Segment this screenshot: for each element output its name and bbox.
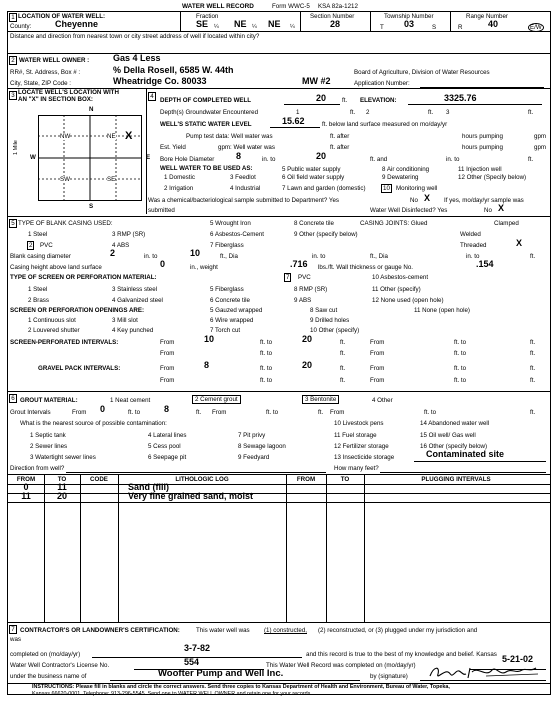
gw-2-unit: ft. (428, 109, 434, 116)
monitor-well-id[interactable]: MW #2 (302, 76, 331, 86)
gi-to-value[interactable]: 8 (164, 404, 170, 414)
direction-label: Direction from well? (10, 465, 65, 472)
yield-after-label: ft. after (330, 144, 350, 151)
city-label: City, State, ZIP Code : (10, 80, 71, 87)
casing-fiberglass[interactable]: 7 Fiberglass (210, 242, 244, 249)
log-row-2-from[interactable]: 11 (21, 491, 31, 501)
locate-label-1: LOCATE WELL'S LOCATION WITH (18, 89, 119, 96)
casing-rmp[interactable]: 3 RMP (SR) (112, 231, 146, 238)
owner-label: WATER WELL OWNER : (19, 57, 90, 64)
board-label: Board of Agriculture, Division of Water Resources (354, 69, 490, 76)
casing-pvc[interactable]: PVC (40, 242, 53, 249)
owner-value[interactable]: Gas 4 Less (113, 53, 161, 63)
opening-torch[interactable]: 7 Torch cut (210, 327, 241, 334)
chem-sample-label: Was a chemical/bacteriological sample submitted to Department? Yes (148, 197, 339, 204)
range-direction: E/W (530, 24, 542, 31)
screen-rmp[interactable]: 8 RMP (SR) (294, 286, 328, 293)
use-dewatering[interactable]: 9 Dewatering (382, 174, 419, 181)
address-value[interactable]: % Della Rosell, 6585 W. 44th (113, 65, 234, 75)
section-4-number: 4 (148, 92, 156, 101)
section-value[interactable]: 28 (330, 19, 341, 29)
gi-ft-3: ft. (530, 409, 536, 416)
distance-label: Distance and direction from nearest town or city street address of well if located within city? (10, 33, 260, 40)
spi-ft-2: ft. (530, 339, 536, 346)
chem-no-label: No (410, 197, 418, 204)
depth-unit: ft. (342, 97, 348, 104)
bore-value[interactable]: 8 (236, 151, 242, 161)
bore-ft-and: ft. and (370, 156, 388, 163)
gi-from-label: From (72, 409, 87, 416)
log-header-lithologic: LITHOLOGIC LOG (175, 476, 229, 483)
casing-pvc-number[interactable]: 2 (29, 242, 33, 249)
log-row-2-desc[interactable]: Very fine grained sand, moist (128, 491, 254, 501)
chem-no-mark[interactable]: X (424, 193, 431, 203)
range-prefix: R (458, 24, 463, 31)
contam-feedyard[interactable]: 9 Feedyard (238, 454, 270, 461)
contam-oilwell[interactable]: 15 Oil well/ Gas well (420, 432, 476, 439)
joints-label: CASING JOINTS: Glued (360, 220, 428, 227)
contam-label: What is the nearest source of possible contamination: (20, 420, 167, 427)
bore-to-value[interactable]: 20 (316, 151, 327, 161)
contam-lateral[interactable]: 4 Lateral lines (148, 432, 187, 439)
contam-septic[interactable]: 1 Septic tank (30, 432, 66, 439)
contam-fuel[interactable]: 11 Fuel storage (334, 432, 377, 439)
fraction-label: Fraction (196, 13, 219, 20)
casing-weight-value[interactable]: .716 (290, 259, 308, 269)
groundwater-label: Depth(s) Groundwater Encountered (160, 109, 259, 116)
pump-test-label: Pump test data: Well water was (186, 133, 273, 140)
screen-type-label: TYPE OF SCREEN OR PERFORATION MATERIAL: (10, 274, 157, 281)
elevation-label: ELEVATION: (360, 97, 397, 104)
quarter-1-unit: ¼ (214, 24, 219, 30)
cert-text: This water well was (196, 627, 250, 634)
section-number-label: Section Number (310, 13, 355, 20)
use-public[interactable]: 5 Public water supply (282, 166, 341, 173)
gp-ft-to-2: ft. to (454, 365, 467, 372)
completed-label: completed on (mo/day/yr) (10, 651, 81, 658)
log-header-plugging: PLUGGING INTERVALS (421, 476, 491, 483)
section-6-number: 6 (9, 394, 17, 403)
township-value[interactable]: 03 (404, 19, 415, 29)
use-air[interactable]: 8 Air conditioning (382, 166, 430, 173)
south-label: S (89, 203, 94, 210)
spi-ft-4: ft. (530, 350, 536, 357)
gi-from-label-2: From (212, 409, 227, 416)
spi-from-label-4: From (370, 350, 385, 357)
county-label: County: (10, 23, 32, 30)
section-3-number: 3 (9, 91, 17, 100)
static-suffix: ft. below land surface measured on mo/day/yr (322, 121, 448, 128)
blank-ft-3: ft. (530, 253, 536, 260)
gp-from-label-3: From (160, 377, 175, 384)
ksa-ref: KSA 82a-1212 (318, 3, 358, 10)
casing-height-label: Casing height above land surface (10, 264, 102, 271)
blank-in-to-3: in. to (466, 253, 480, 260)
gp-label: GRAVEL PACK INTERVALS: (38, 365, 121, 372)
se-label: SE (107, 176, 116, 183)
gw-1-number: 1 (296, 109, 300, 116)
opening-mill[interactable]: 3 Mill slot (112, 317, 138, 324)
openings-label: SCREEN OR PERFORATION OPENINGS ARE: (10, 307, 145, 314)
disinfected-no-mark[interactable]: X (498, 203, 505, 213)
gp-ft-to: ft. to (260, 365, 273, 372)
range-number-label: Range Number (466, 13, 508, 20)
casing-asbestos[interactable]: 6 Asbestos-Cement (210, 231, 264, 238)
use-other[interactable]: 12 Other (Specify below) (458, 174, 527, 181)
use-oilfield[interactable]: 6 Oil field water supply (282, 174, 345, 181)
gi-ft-to: ft. to (128, 409, 141, 416)
contam-other-value[interactable]: Contaminated site (426, 449, 505, 459)
blank-in-to-2: in. to (312, 253, 326, 260)
bore-in-to-2: in. to (446, 156, 460, 163)
opening-wire[interactable]: 6 Wire wrapped (210, 317, 254, 324)
casing-concrete[interactable]: 8 Concrete tile (294, 220, 334, 227)
gp-ft: ft. (340, 365, 346, 372)
contam-abandoned[interactable]: 14 Abandoned water well (420, 420, 490, 427)
business-value[interactable]: Woofter Pump and Well Inc. (158, 668, 284, 679)
record-date[interactable]: 5-21-02 (502, 654, 534, 664)
gi-from-label-3: From (330, 409, 345, 416)
pump-hours-label: hours pumping (462, 133, 503, 140)
nw-label: NW (60, 133, 71, 140)
quarter-3-unit: ¼ (290, 24, 295, 30)
instructions-line-1: INSTRUCTIONS: Please fill in blanks and circle the correct answers. Send three copies to Kansas Department of Health and Environment, Bureau of Water, Topeka, (32, 684, 450, 690)
yield-gpm-unit: gpm (534, 144, 547, 151)
submitted-label: submitted (148, 207, 175, 214)
use-domestic[interactable]: 1 Domestic (164, 174, 195, 181)
opening-gauzed[interactable]: 5 Gauzed wrapped (210, 307, 263, 314)
quarter-2-value[interactable]: NE (234, 19, 247, 29)
business-label: under the business name of (10, 673, 87, 680)
spi-ft-to-3: ft. to (260, 350, 273, 357)
disinfected-no-label: No (484, 207, 492, 214)
bore-ft-2: ft. (528, 156, 534, 163)
casing-steel[interactable]: 1 Steel (28, 231, 48, 238)
log-header-from: FROM (16, 476, 36, 483)
spi-ft-to-2: ft. to (454, 339, 467, 346)
quarter-3-value[interactable]: NE (268, 19, 281, 29)
blank-diameter-value[interactable]: 2 (110, 248, 116, 258)
log-row-1-to[interactable]: 11 (57, 482, 67, 492)
depth-value[interactable]: 20 (316, 93, 327, 103)
screen-stainless[interactable]: 3 Stainless steel (112, 286, 158, 293)
grout-intervals-label: Grout Intervals (10, 409, 51, 416)
gp-ft-to-3: ft. to (260, 377, 273, 384)
gi-ft-2: ft. (318, 409, 324, 416)
contam-sewer[interactable]: 2 Sewer lines (30, 443, 68, 450)
joints-threaded-mark[interactable]: X (516, 238, 523, 248)
record-label: This Water Well Record was completed on (mo/day/yr) (266, 662, 416, 669)
gp-ft-4: ft. (530, 377, 536, 384)
casing-other[interactable]: 9 Other (specify below) (294, 231, 358, 238)
use-monitoring[interactable]: Monitoring well (396, 185, 438, 192)
log-header-from-2: FROM (296, 476, 316, 483)
grout-bentonite[interactable]: 3 Bentonite (302, 395, 339, 404)
log-row-2-to[interactable]: 20 (56, 491, 67, 501)
use-industrial[interactable]: 4 Industrial (230, 185, 261, 192)
pump-after-label: ft. after (330, 133, 350, 140)
joints-threaded[interactable]: Threaded (460, 242, 487, 249)
log-row-1-desc[interactable]: Sand (fill) (128, 482, 169, 492)
bore-label: Bore Hole Diameter (160, 156, 215, 163)
mile-label: 1 Mile (13, 140, 19, 155)
joints-clamped[interactable]: Clamped (494, 220, 519, 227)
opening-drilled[interactable]: 9 Drilled holes (310, 317, 350, 324)
screen-galvanized[interactable]: 4 Galvanized steel (112, 297, 163, 304)
gp-ft-2: ft. (530, 365, 536, 372)
gi-ft-to-2: ft. to (266, 409, 279, 416)
gp-from-label: From (160, 365, 175, 372)
sw-label: SW (60, 176, 70, 183)
gi-ft: ft. (196, 409, 202, 416)
section-2-number: 2 (9, 56, 17, 65)
true-text: and this record is true to the best of my knowledge and belief. Kansas (306, 651, 497, 658)
quarter-2-unit: ¼ (252, 24, 257, 30)
log-header-code: CODE (90, 476, 108, 483)
joints-welded[interactable]: Welded (460, 231, 481, 238)
spi-to-value[interactable]: 20 (302, 334, 313, 344)
contam-other[interactable]: 16 Other (specify below) (420, 443, 488, 450)
cert-options: (2) reconstructed, or (3) plugged under my jurisdiction and (318, 627, 478, 634)
used-as-label: WELL WATER TO BE USED AS: (160, 165, 253, 172)
section-1-number: 1 (9, 13, 17, 22)
casing-abs[interactable]: 4 ABS (112, 242, 130, 249)
signature-image (426, 662, 546, 682)
gw-3-number: 3 (446, 109, 450, 116)
section-grid[interactable] (38, 115, 142, 201)
city-value[interactable]: Wheatridge Co. 80033 (113, 76, 207, 86)
static-value[interactable]: 15.62 (282, 116, 305, 126)
log-header-to-2: TO (340, 476, 350, 483)
opening-key[interactable]: 4 Key punched (112, 327, 154, 334)
north-label: N (89, 106, 94, 113)
form-number: Form WWC-5 (272, 3, 310, 10)
gw-3-unit: ft. (528, 109, 534, 116)
yield-hours-label: hours pumping (462, 144, 503, 151)
yield-label: Est. Yield (160, 144, 186, 151)
howmany-label: How many feet? (334, 465, 379, 472)
spi-ft: ft. (340, 339, 346, 346)
pump-gpm-label: gpm (534, 133, 547, 140)
screen-other[interactable]: 11 Other (specify) (372, 286, 421, 293)
gw-1-unit: ft. (350, 109, 356, 116)
casing-weight-label: in., weight (190, 264, 218, 271)
opening-continuous[interactable]: 1 Continuous slot (28, 317, 76, 324)
use-monitoring-number[interactable]: 10 (383, 185, 390, 192)
screen-pvc[interactable]: PVC (298, 274, 311, 281)
address-label: RR#, St. Address, Box # : (10, 69, 81, 76)
grout-other[interactable]: 4 Other (372, 397, 393, 404)
opening-louvered[interactable]: 2 Louvered shutter (28, 327, 80, 334)
spi-from-label: From (160, 339, 175, 346)
cert-was: was (10, 636, 22, 643)
contam-watertight[interactable]: 3 Watertight sewer lines (30, 454, 96, 461)
spi-from-label-3: From (160, 350, 175, 357)
use-injection[interactable]: 11 Injection well (458, 166, 502, 173)
blank-dia-1: ft., Dia (220, 253, 238, 260)
well-location-mark: X (125, 130, 133, 142)
casing-type-label: TYPE OF BLANK CASING USED: (18, 220, 113, 227)
blank-dia-2: ft., Dia (370, 253, 388, 260)
spi-ft-to-4: ft. to (454, 350, 467, 357)
license-value[interactable]: 554 (184, 657, 200, 667)
opening-other[interactable]: 10 Other (specify) (310, 327, 360, 334)
casing-height-value[interactable]: 0 (160, 259, 166, 269)
grout-label: GROUT MATERIAL: (20, 397, 78, 404)
location-label: LOCATION OF WATER WELL: (18, 13, 106, 20)
instructions-line-2: Kansas 66620-0001. Telephone: 913-296-5545. Send one to WATER WELL OWNER and retain one for your records. (32, 691, 312, 697)
contam-fertilizer[interactable]: 12 Fertilizer storage (334, 443, 389, 450)
contam-privy[interactable]: 7 Pit privy (238, 432, 266, 439)
log-row-1-from[interactable]: 0 (23, 482, 29, 492)
county-value[interactable]: Cheyenne (55, 19, 99, 29)
gp-from-value[interactable]: 8 (204, 360, 210, 370)
gp-ft-to-4: ft. to (454, 377, 467, 384)
screen-none[interactable]: 12 None used (open hole) (372, 297, 444, 304)
bore-in-to: in. to (262, 156, 276, 163)
township-direction: S (432, 24, 437, 31)
use-irrigation[interactable]: 2 Irrigation (164, 185, 194, 192)
screen-brass[interactable]: 2 Brass (28, 297, 49, 304)
yield-gpm-label: gpm: Well water was (218, 144, 275, 151)
blank-in-to: in. to (144, 253, 158, 260)
screen-concrete[interactable]: 6 Concrete tile (210, 297, 250, 304)
contam-lagoon[interactable]: 8 Sewage lagoon (238, 443, 286, 450)
use-feedlot[interactable]: 3 Feedlot (230, 174, 256, 181)
screen-pvc-number[interactable]: 7 (286, 274, 290, 281)
township-prefix: T (380, 24, 384, 31)
spi-from-label-2: From (370, 339, 385, 346)
use-lawn[interactable]: 7 Lawn and garden (domestic) (282, 185, 366, 192)
spi-label: SCREEN-PERFORATED INTERVALS: (10, 339, 119, 346)
grout-neat[interactable]: 1 Neat cement (110, 397, 151, 404)
casing-wrought[interactable]: 5 Wrought Iron (210, 220, 251, 227)
township-number-label: Township Number (384, 13, 434, 20)
screen-steel[interactable]: 1 Steel (28, 286, 48, 293)
locate-label-2: AN "X" IN SECTION BOX: (18, 96, 93, 103)
grout-cement[interactable]: 2 Cement grout (192, 395, 241, 404)
section-5-number: 5 (9, 219, 17, 228)
disinfected-label: Water Well Disinfected? Yes (370, 207, 448, 214)
signature-label: by (signature) (370, 673, 408, 680)
gp-from-label-2: From (370, 365, 385, 372)
gp-from-label-4: From (370, 377, 385, 384)
completed-value[interactable]: 3-7-82 (184, 643, 211, 653)
chem-suffix: If yes, mo/day/yr sample was (444, 197, 524, 204)
spi-from-value[interactable]: 10 (204, 334, 215, 344)
range-value[interactable]: 40 (488, 19, 499, 29)
form-title: WATER WELL RECORD (182, 3, 254, 10)
east-label: E (146, 154, 151, 161)
elevation-value[interactable]: 3325.76 (444, 93, 477, 103)
gi-ft-to-3: ft. to (424, 409, 437, 416)
blank-diameter-label: Blank casing diameter (10, 253, 71, 260)
spi-ft-to: ft. to (260, 339, 273, 346)
static-label: WELL'S STATIC WATER LEVEL (160, 121, 252, 128)
spi-ft-3: ft. (340, 350, 346, 357)
form-border (7, 11, 551, 695)
gp-to-value[interactable]: 20 (302, 360, 313, 370)
contam-livestock[interactable]: 10 Livestock pens (334, 420, 384, 427)
screen-fiberglass[interactable]: 5 Fiberglass (210, 286, 244, 293)
gi-from-value[interactable]: 0 (100, 404, 106, 414)
screen-abs[interactable]: 9 ABS (294, 297, 312, 304)
cert-label: CONTRACTOR'S OR LANDOWNER'S CERTIFICATION: (20, 627, 180, 634)
screen-asbestos[interactable]: 10 Asbestos-cement (372, 274, 429, 281)
cert-constructed[interactable]: (1) constructed, (264, 627, 307, 634)
blank-to-value[interactable]: 10 (190, 248, 201, 258)
west-label: W (30, 154, 36, 161)
opening-saw[interactable]: 8 Saw cut (310, 307, 338, 314)
contam-cess[interactable]: 5 Cess pool (148, 443, 181, 450)
wall-thickness-value[interactable]: .154 (476, 259, 494, 269)
section-7-number: 7 (9, 625, 17, 634)
contam-insecticide[interactable]: 13 Insecticide storage (334, 454, 395, 461)
log-header-to: TO (57, 476, 67, 483)
quarter-1-value[interactable]: SE (196, 19, 209, 29)
ne-label: NE (107, 133, 116, 140)
application-label: Application Number: (354, 80, 410, 87)
casing-lbs-label: lbs./ft. Wall thickness or gauge No. (318, 264, 414, 271)
opening-none[interactable]: 11 None (open hole) (414, 307, 470, 314)
depth-label: DEPTH OF COMPLETED WELL (160, 97, 252, 104)
gp-ft-3: ft. (340, 377, 346, 384)
gw-2-number: 2 (366, 109, 370, 116)
license-label: Water Well Contractor's License No. (10, 662, 110, 669)
contam-seepage[interactable]: 6 Seepage pit (148, 454, 187, 461)
